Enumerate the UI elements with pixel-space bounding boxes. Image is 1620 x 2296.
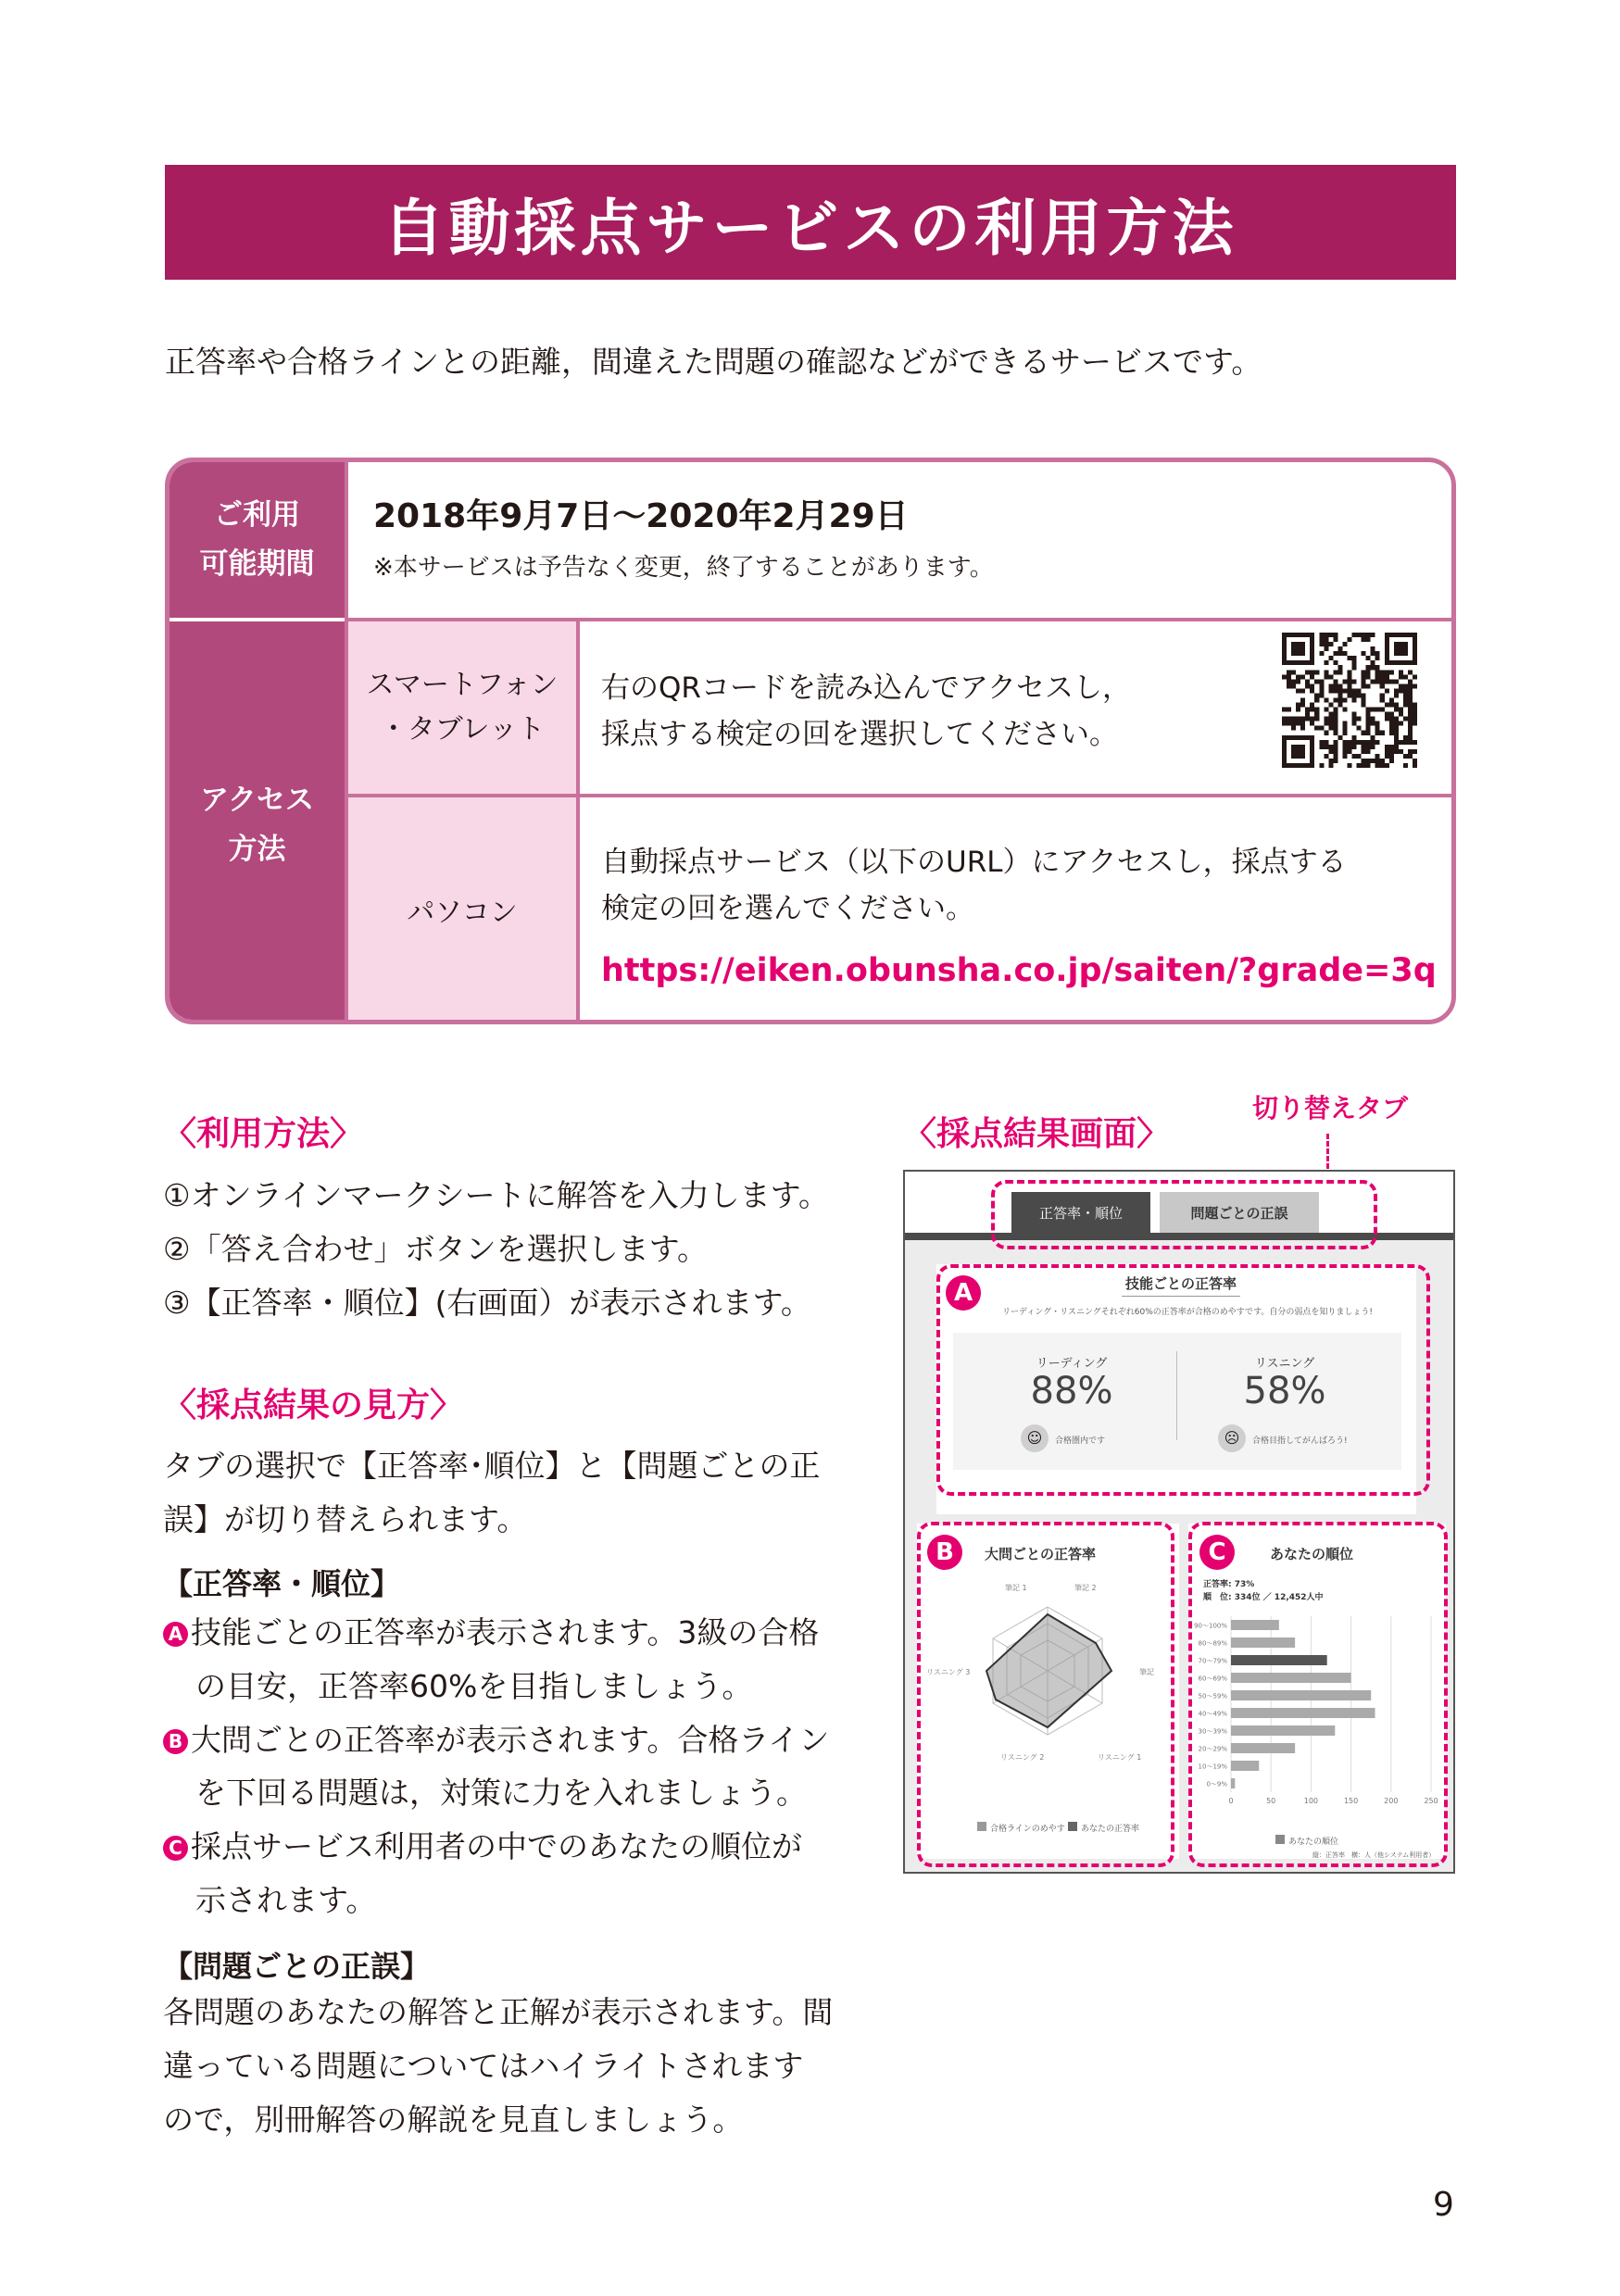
- rank-rate-value: 73%: [1234, 1580, 1255, 1589]
- radar-axis-label: 筆記 1: [1005, 1584, 1027, 1592]
- errors-heading: 【問題ごとの正誤】: [163, 1949, 431, 1984]
- badge-b: B: [927, 1535, 962, 1570]
- radar-axis-label: 筆記: [1139, 1668, 1154, 1676]
- usage-steps: [163, 1169, 829, 1329]
- sad-face-icon: ☹: [1218, 1424, 1246, 1452]
- rate-item-c: [163, 1820, 829, 1874]
- period-note: ※本サービスは予告なく変更，終了することがあります。: [373, 554, 994, 582]
- rate-item-b: [163, 1713, 829, 1767]
- period-header-line: ご利用: [214, 498, 300, 533]
- y-tick-label: 80〜89%: [1198, 1639, 1227, 1648]
- screen-heading: 〈採点結果画面〉: [903, 1115, 1171, 1153]
- qr-code-icon: [1282, 633, 1417, 768]
- rate-item-line: 示されます。: [195, 1881, 377, 1918]
- divider: [345, 462, 348, 1024]
- period-header-line: 可能期間: [199, 547, 315, 581]
- badge-c: C: [1199, 1535, 1235, 1570]
- smartphone-instructions: [601, 666, 1131, 758]
- rate-heading: 【正答率・順位】: [163, 1566, 401, 1601]
- radar-axis-label: リスニング 3: [926, 1668, 971, 1676]
- badge-b-icon: B: [163, 1729, 188, 1754]
- rate-item-line: 大問ごとの正答率が表示されます。合格ライン: [191, 1721, 830, 1758]
- badge-a-icon: A: [163, 1622, 188, 1647]
- rate-item-line: の目安，正答率60%を目指しましょう。: [195, 1667, 753, 1704]
- rate-items: [163, 1606, 829, 1927]
- pc-text-line: 検定の回を選んでください。: [601, 891, 974, 925]
- rank-legend: あなたの順位: [1288, 1838, 1339, 1847]
- page-number: 9: [1433, 2186, 1454, 2224]
- radar-axis-label: 筆記 2: [1074, 1584, 1097, 1592]
- y-tick-label: 30〜39%: [1198, 1727, 1227, 1736]
- smartphone-label: [348, 621, 576, 794]
- pc-text-line: 自動採点サービス（以下のURL）にアクセスし，採点する: [601, 846, 1347, 879]
- listening-label: リスニング: [1254, 1357, 1315, 1371]
- errors-text-line: 各問題のあなたの解答と正解が表示されます。間: [163, 1994, 834, 2030]
- x-tick-label: 0: [1228, 1797, 1234, 1805]
- errors-text: [163, 1986, 833, 2146]
- panel-a-title: 技能ごとの正答率: [1124, 1275, 1237, 1292]
- listening-note: 合格目指してがんばろう!: [1252, 1437, 1348, 1446]
- panel-a-subtitle: リーディング・リスニングそれぞれ60%の正答率が合格のめやすです。自分の弱点を知りましょう!: [1002, 1308, 1373, 1317]
- listening-value: 58%: [1243, 1370, 1326, 1412]
- page-title: 自動採点サービスの利用方法: [383, 192, 1238, 264]
- smile-icon: ☺: [1021, 1424, 1049, 1452]
- access-header-line: 方法: [228, 833, 286, 866]
- y-tick-label: 90〜100%: [1194, 1622, 1227, 1630]
- reading-label: リーディング: [1036, 1357, 1108, 1371]
- period-header: [170, 462, 345, 618]
- usage-heading: 〈利用方法〉: [163, 1115, 364, 1153]
- smartphone-label-line: スマートフォン: [366, 669, 559, 701]
- y-tick-label: 10〜19%: [1198, 1763, 1227, 1771]
- howto-text: [163, 1439, 821, 1547]
- badge-c-icon: C: [163, 1836, 188, 1861]
- x-tick-label: 150: [1343, 1797, 1359, 1805]
- title-bar: [165, 165, 1456, 280]
- reading-note: 合格圏内です: [1055, 1437, 1106, 1446]
- rate-item-a: [163, 1606, 829, 1660]
- y-tick-label: 20〜29%: [1198, 1745, 1227, 1753]
- highlight-a: [936, 1264, 1430, 1496]
- switch-tab-callout: 切り替えタブ: [1252, 1093, 1409, 1123]
- smartphone-label-line: ・タブレット: [379, 713, 546, 746]
- highlight-tabs: [991, 1180, 1377, 1249]
- rate-item-line: 技能ごとの正答率が表示されます。3級の合格: [191, 1614, 820, 1650]
- x-tick-label: 250: [1424, 1797, 1438, 1805]
- usage-step: ①オンラインマークシートに解答を入力します。: [163, 1177, 829, 1213]
- badge-a: A: [946, 1275, 981, 1311]
- pc-label-text: パソコン: [407, 897, 518, 929]
- highlight-b: [917, 1522, 1174, 1867]
- period-content: [373, 490, 994, 583]
- access-header: [170, 621, 345, 1024]
- rank-position-value: 334位 ／ 12,452人中: [1234, 1593, 1324, 1602]
- divider: [348, 794, 1456, 797]
- url-link[interactable]: https://eiken.obunsha.co.jp/saiten/?grade=3q: [601, 952, 1437, 990]
- smartphone-text-line: 右のQRコードを読み込んでアクセスし，: [601, 671, 1132, 705]
- howto-text-line: タブの選択で【正答率･順位】と【問題ごとの正: [163, 1448, 821, 1484]
- radar-legend-2: あなたの正答率: [1081, 1825, 1140, 1834]
- radar-axis-label: リスニング 2: [1000, 1753, 1045, 1762]
- pc-label: [348, 797, 576, 1024]
- y-tick-label: 50〜59%: [1198, 1692, 1227, 1700]
- rate-item-line: 採点サービス利用者の中でのあなたの順位が: [191, 1828, 802, 1864]
- x-tick-label: 100: [1303, 1797, 1319, 1805]
- errors-text-line: ので，別冊解答の解説を見直しましょう。: [163, 2101, 744, 2138]
- x-tick-label: 50: [1266, 1797, 1276, 1805]
- rank-rate-label: 正答率:: [1203, 1580, 1232, 1589]
- info-table: [165, 458, 1456, 1024]
- x-tick-label: 200: [1384, 1797, 1399, 1805]
- y-tick-label: 0〜9%: [1206, 1780, 1227, 1788]
- rate-item-line: を下回る問題は，対策に力を入れましょう。: [195, 1775, 807, 1812]
- y-tick-label: 70〜79%: [1198, 1657, 1227, 1665]
- panel-c-title: あなたの順位: [1270, 1546, 1354, 1562]
- divider: [170, 618, 345, 621]
- intro-text: 正答率や合格ラインとの距離，間違えた問題の確認などができるサービスです。: [165, 344, 1262, 380]
- tab-rate-rank[interactable]: 正答率・順位: [1011, 1192, 1150, 1233]
- pc-instructions: [601, 840, 1437, 997]
- usage-step: ②「答え合わせ」ボタンを選択します。: [163, 1230, 708, 1267]
- usage-step: ③【正答率・順位】(右画面）が表示されます。: [163, 1284, 811, 1321]
- howto-text-line: 誤】が切り替えられます。: [163, 1500, 528, 1537]
- divider: [576, 621, 580, 1024]
- radar-axis-label: リスニング 1: [1098, 1753, 1142, 1762]
- tab-per-question[interactable]: 問題ごとの正誤: [1160, 1192, 1319, 1233]
- access-header-line: アクセス: [199, 784, 315, 818]
- howto-heading: 〈採点結果の見方〉: [163, 1386, 464, 1424]
- errors-text-line: 違っている問題についてはハイライトされます: [163, 2047, 804, 2084]
- divider: [345, 618, 1456, 621]
- rank-position-label: 順 位:: [1203, 1593, 1232, 1602]
- smartphone-text-line: 採点する検定の回を選択してください。: [601, 717, 1118, 751]
- panel-b-title: 大問ごとの正答率: [985, 1546, 1097, 1562]
- y-tick-label: 40〜49%: [1198, 1710, 1227, 1718]
- reading-value: 88%: [1030, 1370, 1113, 1412]
- y-tick-label: 60〜69%: [1198, 1675, 1227, 1683]
- result-screen-mock: [903, 1170, 1455, 1874]
- period-value: 2018年9月7日〜2020年2月29日: [373, 497, 909, 535]
- rank-footnote: 縦：正答率 横：人（他システム利用者）: [1312, 1851, 1436, 1859]
- highlight-c: [1188, 1522, 1448, 1867]
- radar-legend-1: 合格ラインのめやす: [990, 1825, 1065, 1834]
